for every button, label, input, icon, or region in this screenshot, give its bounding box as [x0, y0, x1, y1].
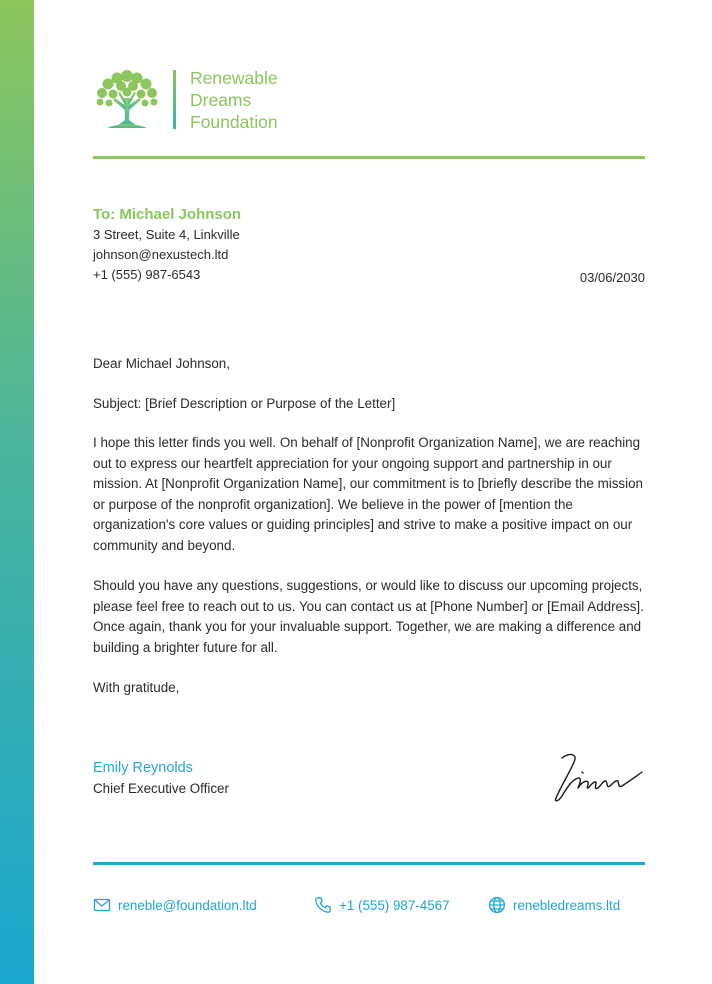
signer-name: Emily Reynolds	[93, 760, 193, 776]
recipient-phone: +1 (555) 987-6543	[93, 267, 201, 282]
footer-email[interactable]	[93, 896, 257, 914]
footer-phone-text: +1 (555) 987-4567	[339, 897, 450, 913]
signer-block	[93, 758, 229, 800]
globe-icon	[488, 896, 506, 914]
organization-name	[190, 67, 350, 133]
letter-paragraph: Should you have any questions, suggestions, or would like to discuss our upcoming projects, please feel free to reach out to us. You can contact us at [Phone Number] or [Email Address]. Once again, thank you for your invaluable support. Together, we are making a difference and building a brighter future for all.	[93, 578, 644, 655]
signature-image	[548, 748, 648, 806]
recipient-name: To: Michael Johnson	[93, 206, 242, 223]
side-gradient-bar	[0, 0, 34, 984]
footer-contacts	[93, 896, 653, 918]
letter-body	[93, 354, 649, 699]
organization-name-line: Dreams	[190, 90, 252, 110]
recipient-email: johnson@nexustech.ltd	[93, 247, 229, 262]
footer-website[interactable]	[488, 896, 620, 914]
header-divider	[93, 156, 645, 159]
letter-paragraph: I hope this letter finds you well. On behalf of [Nonprofit Organization Name], we are reaching out to express our heartfelt appreciation for your ongoing support and partnership in our mission. At [Nonprofit Organization Name], our commitment is to [briefly describe the mission or purpose of the nonprofit organization]. We believe in the power of [mention the organization's core values or guiding principles] and strive to make a positive impact on our community and beyond.	[93, 435, 643, 553]
mail-icon	[93, 896, 111, 914]
letter-greeting: Dear Michael Johnson,	[93, 356, 230, 371]
tree-icon	[93, 68, 161, 130]
letter-subject: Subject: [Brief Description or Purpose of the Letter]	[93, 395, 396, 411]
recipient-address: 3 Street, Suite 4, Linkville	[93, 227, 240, 242]
recipient-block	[93, 205, 645, 285]
logo-divider	[173, 70, 176, 129]
organization-name-line: Renewable	[190, 68, 278, 88]
organization-name-line: Foundation	[190, 112, 278, 132]
letter-closing: With gratitude,	[93, 680, 180, 695]
footer-website-text: renebledreams.ltd	[513, 897, 621, 913]
footer-email-text: reneble@foundation.ltd	[118, 897, 257, 913]
phone-icon	[314, 896, 332, 914]
footer-divider	[93, 862, 645, 865]
footer-phone[interactable]	[314, 896, 450, 914]
letter-date: 03/06/2030	[579, 270, 645, 285]
signer-title: Chief Executive Officer	[93, 781, 229, 796]
